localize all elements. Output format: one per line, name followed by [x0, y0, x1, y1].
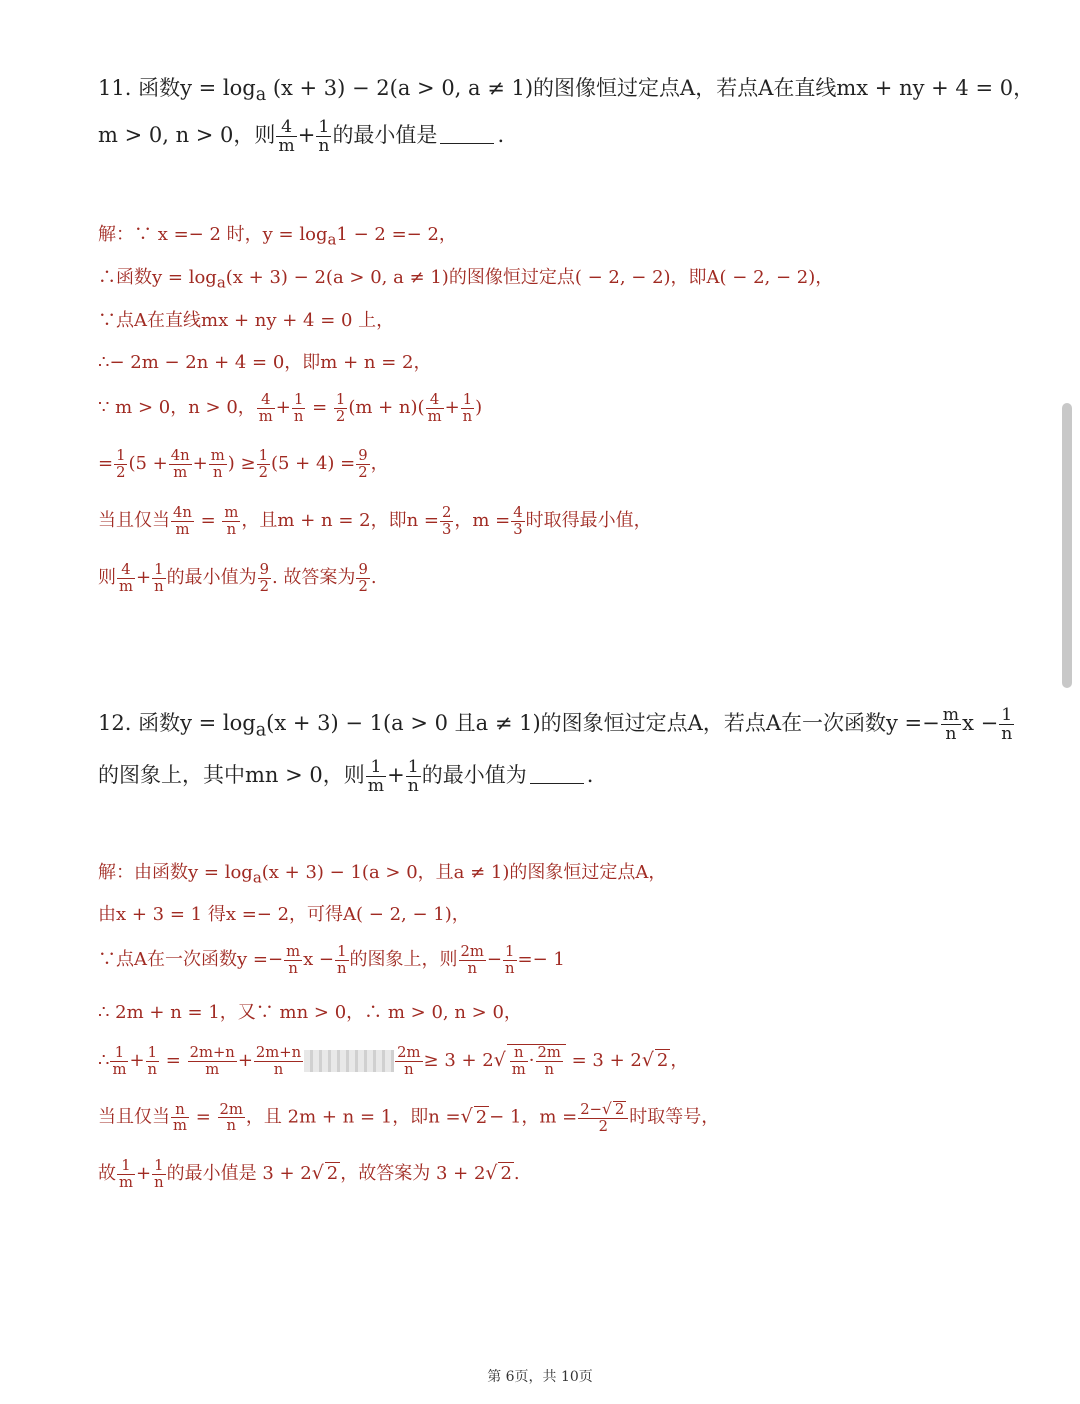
page-number: 第 6页，共 10页	[487, 1369, 593, 1385]
s12-line2: 由x + 3 = 1 得x =− 2，可得A( − 2, − 1)，	[98, 904, 470, 925]
answer-blank	[440, 122, 494, 144]
q11-line2: m > 0, n > 0，则 $\frac{4}{m}$ + $\frac{1}{n}$ 的最小值是 .	[98, 117, 505, 157]
s12-line3: ∵点A在一次函数y =− $\frac{m}{n}$ x − $\frac{1}{n}$ 的图象上，则 $\frac{2m}{n}$ − $\frac{1}{n}$ =− 1	[98, 943, 565, 977]
s11-line5: ∵ m > 0，n > 0， $\frac{4}{m}$ + $\frac{1}{n}$ = $\frac{1}{2}$ (m + n)( $\frac{4}{m}$ + $\frac{1}{n}$ )	[98, 391, 483, 425]
s12-line4: ∴ 2m + n = 1，又∵ mn > 0，∴ m > 0, n > 0，	[98, 1002, 522, 1023]
q11-line1: 11. 函数$y = \log_a (x + 3) - 2(a > 0$, a ≠ 1)的图像恒过定点A，若点A在直线mx + ny + 4 = 0，	[98, 76, 1035, 106]
s11-line2: ∴函数$y = \log_a(x + 3) - 2(a > 0$, a ≠ 1)的图像恒过定点( − 2, − 2)，即A( − 2, − 2)，	[98, 267, 834, 292]
s12-line1: 解：由函数$y = \log_a(x + 3) - 1(a > 0$，且a ≠ 1)的图象恒过定点A，	[98, 862, 667, 887]
s12-line5: ∴ $\frac{1}{m}$ + $\frac{1}{n}$ = $\frac{2m+n}{m}$ + $\frac{2m+n}{n}$ $\frac{2m}{n}$ ≥ 3 + 2√ $\frac{n}{m}$ · $\frac{2m}{n}$ = 3 + 2√ 2 ，	[98, 1044, 689, 1078]
q12-line1: 12. 函数$y = \log_a(x + 3) - 1(a > 0$ 且a ≠ 1)的图象恒过定点A，若点A在一次函数y =− $\frac{m}{n}$ x − $\frac{1}{n}$	[98, 705, 1013, 745]
s11-line7: 当且仅当 $\frac{4n}{m}$ = $\frac{m}{n}$ ，且m + n = 2，即n = $\frac{2}{3}$ ，m = $\frac{4}{3}$ 时取得最小值，	[98, 504, 652, 538]
q12-line2: 的图象上，其中mn > 0，则 $\frac{1}{m}$ + $\frac{1}{n}$ 的最小值为 .	[98, 757, 594, 797]
s12-line7: 故 $\frac{1}{m}$ + $\frac{1}{n}$ 的最小值是 3 + 2√ 2 ，故答案为 3 + 2√ 2 .	[98, 1157, 520, 1191]
obscured-region	[304, 1050, 394, 1072]
s11-line6: = $\frac{1}{2}$ (5 + $\frac{4n}{m}$ + $\frac{m}{n}$ ) ≥ $\frac{1}{2}$ (5 + 4) = $\frac{9}{2}$ ，	[98, 447, 389, 481]
s11-line3: ∵点A在直线mx + ny + 4 = 0 上，	[98, 310, 395, 331]
answer-blank	[530, 762, 584, 784]
scrollbar-thumb[interactable]	[1062, 403, 1072, 688]
s11-line1: 解：∵ x =− 2 时，$y = \log_a1 - 2 =- 2$，	[98, 224, 457, 249]
fraction: $\frac{1}{n}$	[318, 117, 330, 157]
fraction: $\frac{4}{m}$	[278, 117, 295, 157]
s11-line8: 则 $\frac{4}{m}$ + $\frac{1}{n}$ 的最小值为 $\frac{9}{2}$ . 故答案为 $\frac{9}{2}$ .	[98, 561, 377, 595]
s11-line4: ∴− 2m − 2n + 4 = 0，即m + n = 2，	[98, 352, 432, 373]
s12-line6: 当且仅当 $\frac{n}{m}$ = $\frac{2m}{n}$ ，且 2m + n = 1，即n =√ 2 − 1，m = $\frac{2-√ 2}{2}$ 时取等号，	[98, 1100, 720, 1135]
